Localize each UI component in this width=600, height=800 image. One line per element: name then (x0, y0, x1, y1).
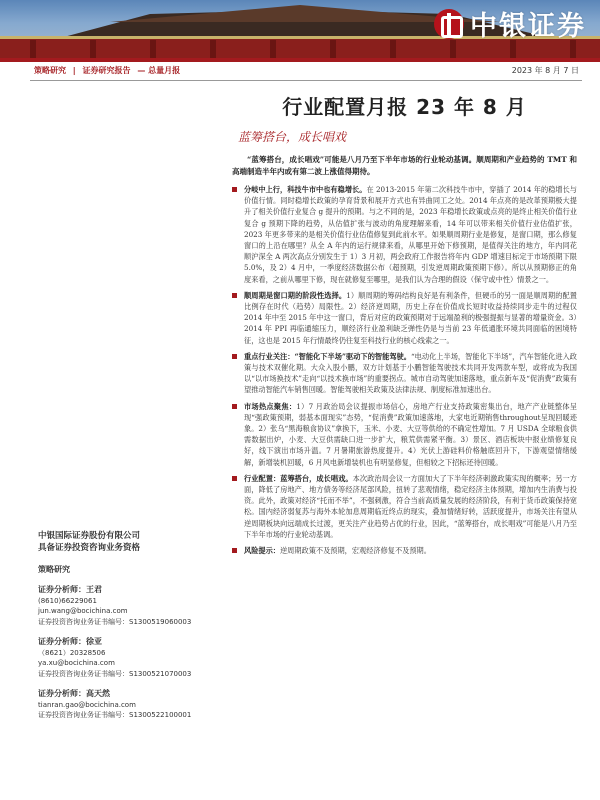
bullet-square-icon (232, 404, 237, 409)
crumb-strategy: 策略研究 (34, 66, 66, 75)
bullet-square-icon (232, 187, 237, 192)
list-item (232, 290, 577, 346)
bullet-lead: 重点行业关注：“智能化下半场”驱动下的智能驾驶。 (244, 351, 411, 361)
main-content (232, 88, 577, 561)
list-item (232, 401, 577, 468)
bullet-text: 在 2013-2015 年第二次科技牛市中，穿插了 2014 年的稳增长与价值行情。同时稳增长政策的孕育背景和展开方式也有异曲同工之处。2014 年点亮的是改革预期极大提升了相关价值行业复合 g 提升的预期。与之不同的是，2023 年稳增长政策或点亮的是终止相关价值行业复合 g 预期下降的趋势，从估值扩张与波动的角度理解来看，14 年可以带来相关价值行业估值扩张，2023 年更多带来的是相关价值行业估值修复到此前水平。如果顺周期行业是修复，是窗口期，那么修复窗口的上沿在哪里？从全 A 年内的运行规律来看，从哪里开始下修预期，是值得关注的地方，年内同花顺沪深全 A 两次高点分别发生于 1）3 月初，两会政府工作报告将年内 GDP 增速目标定于市场预期下限 5.0%，及 2）4 月中，一季度经济数据公布（超预期，引发逆周期政策预期下修）。所以从预期修正的角度来看，之前从哪里下修，现在就修复至哪里，是我们认为合理的假设（保守或中性）情景之一。 (244, 185, 577, 284)
analyst-role: 证券分析师： (38, 689, 86, 698)
list-item (232, 473, 577, 540)
company-logo (434, 4, 586, 43)
bullet-text: 1）顺周期的筹码结构良好是有利条件，但硬币的另一面是顺周期的配置比例存在时代（趋势）局限性。2）经济逆周期，历史上存在价值成长短时收益持续同步走牛的过程仅 2014 年中至 2015 年中这一窗口，背后对应的政策预期对于远端盈利的极强提振与显著的增量资金。3）2014 年 PPI 再临通缩压力，顺经济行业盈利缺乏弹性仍是与当前 23 年低通胀环境共同面临的困境特征，这也是 2015 年行情最终仍往复至科技行业的核心线索之一。 (244, 290, 577, 345)
analyst-cert: 证券投资咨询业务证书编号：S1300521070003 (38, 669, 192, 678)
analyst-name: 王君 (86, 585, 102, 594)
org-qualification: 具备证券投资咨询业务资格 (38, 543, 141, 553)
list-item (232, 545, 577, 556)
logo-text: 中银证券 (470, 11, 586, 42)
analyst-email-link[interactable]: ya.xu@bocichina.com (38, 659, 115, 667)
bullet-text: 逆周期政策不及预期，宏观经济修复不及预期。 (279, 546, 431, 556)
list-item (232, 351, 577, 396)
bullet-text: “电动化上半场，智能化下半场”，汽车智能化进入政策与技术双催化期。大众入股小鹏，双方计划基于小鹏智能驾驶技术共同开发两款车型，或将成为我国以“以市场换技术”走向“以技术换市场”的重要拐点。城市自动驾驶加速落地，重点新车及“促消费”政策有望推动智能汽车销售回暖。智能驾驶相关政策及法律法规、制度标准加速出台。 (244, 351, 577, 395)
bullet-lead: 分岐中上行，科技牛市中也有稳增长。 (244, 185, 367, 194)
crumb-monthly: — 总量月报 (137, 66, 181, 75)
section-label: 策略研究 (38, 565, 70, 574)
bullet-square-icon (232, 548, 237, 553)
header-divider (30, 80, 582, 81)
header-banner (0, 0, 600, 58)
org-name: 中银国际证券股份有限公司 (38, 531, 141, 541)
analyst-role: 证券分析师： (38, 585, 86, 594)
bullet-text: 1）7 月政治局会议提振市场信心，房地产行业支持政策密集出台，地产产业链整体呈现“强政策预期，弱基本面现实”态势，“促消费”政策加速落地，大家电近期销售throughout呈现回暖迹象。2）张乌“黑海粮食协议”拿换下，玉米、小麦、大豆等供给的不确定性增加。7 月 USDA 全球粮食供需数据出炉，小麦、大豆供需缺口进一步扩大，粮荒供需紧平衡。3）景区、酒店板块中报业绩修复良好，线下演出市场升温。7 月暑期旅游热度提升。4）光伏上游硅料价格触底回升下，下游观望情绪缓解，新增装机回暖，6 月风电新增装机也有明显修复，但相较之下招标还待回暖。 (244, 401, 577, 467)
analyst-cert: 证券投资咨询业务证书编号：S1300522100001 (38, 711, 192, 719)
breadcrumb (34, 65, 184, 76)
bullet-text: 本次政治局会议一方面加大了下半年经济刺激政策实现的概率；另一方面，降低了房地产、地方债务等经济尾部风险，扭转了悲观情绪，稳定经济主体预期，增加内生消费与投资。此外，政策对经济“托而不举”，不强刺激，符合当前高质量发展的经济阶段，有利于货币政策保持宽松。国内经济弱复苏与海外本轮加息周期临近终点的现实，叠加情绪好转，活跃度提升，市场关注有望从逆周期板块向远端成长过渡，更关注产业趋势占优的行业，因此，“蓝筹搭台，成长唱戏”可能是八月乃至下半年市场的行业轮动基调。 (244, 473, 577, 539)
analyst-card (38, 585, 218, 627)
list-item (232, 184, 577, 285)
report-date: 2023 年 8 月 7 日 (511, 66, 579, 75)
analyst-card (38, 637, 218, 679)
report-summary: “蓝筹搭台，成长唱戏”可能是八月乃至下半年市场的行业轮动基调。顺周期和产业趋势的 TMT 和高端制造半年内或有第二波上涨值得期待。 (232, 155, 577, 176)
analyst-name: 徐亚 (86, 637, 102, 646)
analyst-email-link[interactable]: tianran.gao@bocichina.com (38, 700, 136, 709)
report-subtitle: 蓝筹搭台，成长唱戏 (238, 130, 347, 144)
crumb-separator: | (72, 66, 76, 75)
crumb-report-type: 证券研究报告 (82, 66, 131, 75)
report-meta (34, 65, 579, 79)
bullet-lead: 风险提示： (244, 546, 280, 556)
analyst-phone: (8610)66229061 (38, 596, 97, 605)
analyst-card (38, 689, 218, 721)
analyst-phone: （8621）20328506 (38, 648, 106, 657)
bullet-square-icon (232, 293, 237, 298)
sidebar-info (38, 530, 218, 721)
boc-logo-icon (434, 9, 464, 39)
bullet-lead: 市场热点聚焦： (244, 401, 297, 411)
bullet-lead: 行业配置：蓝筹搭台，成长唱戏。 (244, 473, 353, 483)
report-title: 行业配置月报 23 年 8 月 (282, 95, 527, 119)
bullet-lead: 顺周期是窗口期的阶段性选择。 (244, 290, 347, 300)
analyst-name: 高天然 (86, 689, 110, 698)
bullet-square-icon (232, 476, 237, 481)
header-red-bar (0, 58, 600, 62)
bullet-square-icon (232, 354, 237, 359)
analyst-role: 证券分析师： (38, 637, 86, 646)
key-points-list (232, 184, 577, 556)
analyst-email-link[interactable]: jun.wang@bocichina.com (38, 607, 128, 615)
analyst-cert: 证券投资咨询业务证书编号：S1300519060003 (38, 617, 192, 626)
